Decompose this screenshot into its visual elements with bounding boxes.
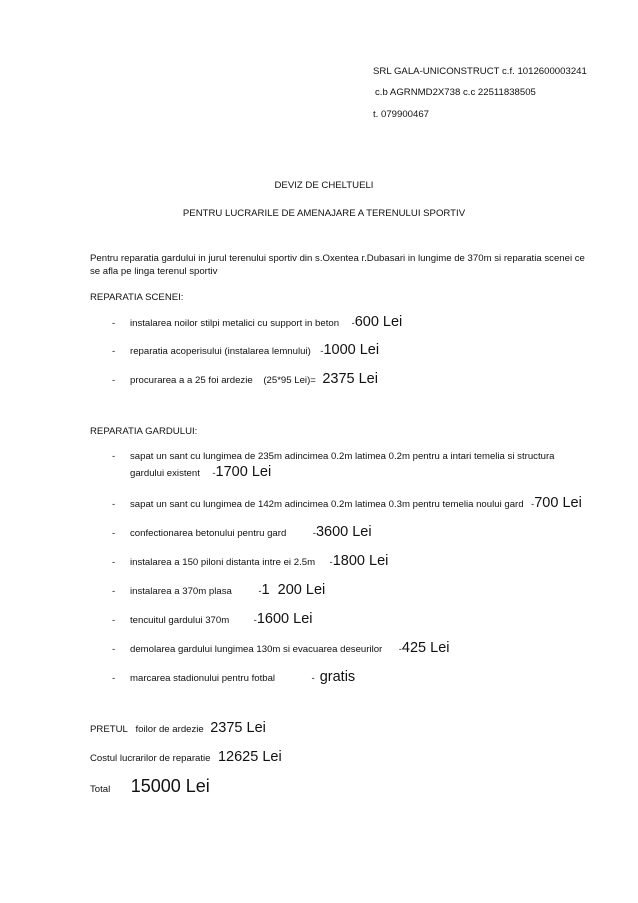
grand-total-row bbox=[90, 776, 210, 797]
document-title: DEVIZ DE CHELTUELI bbox=[274, 180, 374, 191]
list-dash: - bbox=[112, 615, 116, 626]
item-separator: - bbox=[531, 499, 535, 510]
company-name-line: SRL GALA-UNICONSTRUCT c.f. 1012600003241 bbox=[373, 66, 587, 77]
item-cost: 3600 Lei bbox=[315, 524, 372, 540]
item-separator: - bbox=[329, 557, 333, 568]
item-description: instalarea noilor stilpi metalici cu support in beton bbox=[130, 318, 340, 329]
list-dash: - bbox=[112, 318, 116, 329]
item-description: procurarea a a 25 foi ardezie (25*95 Lei)= bbox=[130, 375, 316, 386]
item-cost: 1600 Lei bbox=[256, 611, 313, 627]
list-dash: - bbox=[112, 586, 116, 597]
total-foi-row bbox=[90, 719, 266, 737]
item-description: sapat un sant cu lungimea de 235m adincimea 0.2m latimea 0.2m pentru a intari temelia si structura bbox=[130, 451, 555, 462]
item-separator: - bbox=[253, 615, 257, 626]
intro-paragraph: Pentru reparatia gardului in jurul terenului sportiv din s.Oxentea r.Dubasari in lungime de 370m si reparatia scenei ce se afla pe linga terenul sportiv bbox=[90, 253, 585, 277]
item-description: confectionarea betonului pentru gard bbox=[130, 528, 287, 539]
list-dash: - bbox=[112, 557, 116, 568]
grand-total-value: 15000 Lei bbox=[130, 776, 210, 796]
document-subtitle: PENTRU LUCRARILE DE AMENAJARE A TERENULUI SPORTIV bbox=[182, 208, 466, 219]
item-description: instalarea a 150 piloni distanta intre ei 2.5m bbox=[130, 557, 316, 568]
list-dash: - bbox=[112, 528, 116, 539]
item-cost: 425 Lei bbox=[401, 640, 450, 656]
item-description: marcarea stadionului pentru fotbal bbox=[130, 673, 276, 684]
item-separator: - bbox=[320, 346, 324, 357]
item-cost: 700 Lei bbox=[534, 495, 582, 511]
item-cost: 1 200 Lei bbox=[261, 582, 326, 598]
item-cost: 1700 Lei bbox=[215, 464, 272, 480]
total-foi-value: 2375 Lei bbox=[210, 720, 266, 736]
item-description: sapat un sant cu lungimea de 142m adincimea 0.2m latimea 0.3m pentru temelia noului gard bbox=[130, 499, 524, 510]
section-heading-scena: REPARATIA SCENEI: bbox=[90, 292, 184, 303]
total-lucrari-label: Costul lucrarilor de reparatie bbox=[90, 753, 211, 764]
item-separator: - bbox=[212, 468, 216, 479]
company-phone-line: t. 079900467 bbox=[373, 109, 430, 120]
item-description: reparatia acoperisului (instalarea lemnului) bbox=[130, 346, 311, 357]
item-cost: 2375 Lei bbox=[322, 371, 378, 387]
item-separator: - bbox=[312, 528, 316, 539]
item-cost: 1800 Lei bbox=[332, 553, 389, 569]
item-separator: - bbox=[351, 318, 355, 329]
item-separator: - bbox=[398, 644, 402, 655]
list-dash: - bbox=[112, 499, 116, 510]
total-lucrari-row bbox=[90, 748, 282, 766]
list-dash: - bbox=[112, 673, 116, 684]
item-description: tencuitul gardului 370m bbox=[130, 615, 230, 626]
list-dash: - bbox=[112, 375, 116, 386]
list-dash: - bbox=[112, 451, 116, 462]
item-cost: 1000 Lei bbox=[323, 342, 380, 358]
item-cost: gratis bbox=[319, 669, 356, 685]
item-separator: - bbox=[311, 673, 315, 684]
total-lucrari-value: 12625 Lei bbox=[217, 749, 282, 765]
item-separator: - bbox=[258, 586, 262, 597]
total-foi-label: PRETUL foilor de ardezie bbox=[90, 724, 204, 735]
company-bank-line: c.b AGRNMD2X738 c.c 22511838505 bbox=[375, 87, 536, 98]
item-description: instalarea a 370m plasa bbox=[130, 586, 232, 597]
item-description: demolarea gardului lungimea 130m si evacuarea deseurilor bbox=[130, 644, 383, 655]
section-heading-gard: REPARATIA GARDULUI: bbox=[90, 426, 198, 437]
item-description-continued: gardului existent bbox=[130, 468, 200, 479]
list-dash: - bbox=[112, 346, 116, 357]
list-dash: - bbox=[112, 644, 116, 655]
item-cost: 600 Lei bbox=[354, 314, 403, 330]
grand-total-label: Total bbox=[90, 784, 111, 795]
